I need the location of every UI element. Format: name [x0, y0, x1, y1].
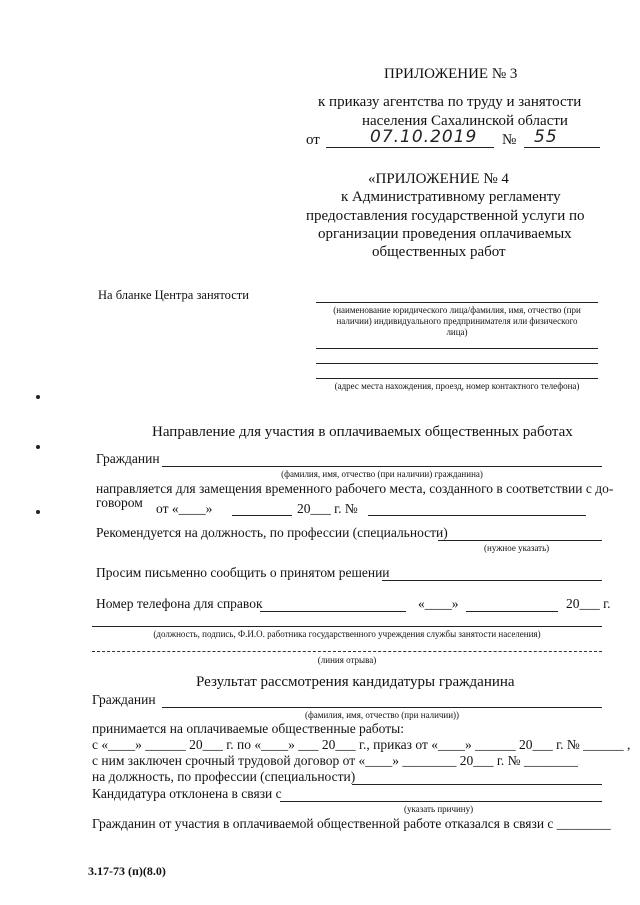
referral-title: Направление для участия в оплачиваемых общественных работах: [152, 424, 573, 440]
letterhead-label: На бланке Центра занятости: [98, 288, 249, 302]
order-from-label: от: [306, 132, 320, 148]
phone-field[interactable]: [260, 611, 406, 612]
order-number-handwritten: 55: [534, 127, 558, 147]
result-citizen-caption: (фамилия, имя, отчество (при наличии)): [304, 710, 460, 720]
signature-caption: (должность, подпись, Ф.И.О. работника государственного учреждения службы занятости населения): [153, 629, 541, 639]
referral-citizen-field[interactable]: [162, 466, 602, 467]
referral-citizen-caption: (фамилия, имя, отчество (при наличии) гражданина): [281, 469, 483, 479]
phone-month-field[interactable]: [466, 611, 558, 612]
position-field[interactable]: [438, 540, 602, 541]
rejected-label: Кандидатура отклонена в связи с: [92, 786, 282, 801]
regulation-line-2: предоставления государственной услуги по: [306, 208, 585, 224]
result-position-label: на должность, по профессии (специальности): [92, 769, 356, 784]
referral-citizen-label: Гражданин: [96, 451, 160, 466]
result-title: Результат рассмотрения кандидатуры гражданина: [196, 674, 515, 690]
order-line-1: к приказу агентства по труду и занятости: [318, 94, 582, 110]
referral-year-label: 20___ г. №: [297, 501, 358, 516]
phone-date-quotes: «____»: [418, 596, 459, 611]
result-position-field[interactable]: [352, 784, 602, 785]
appendix3-title: ПРИЛОЖЕНИЕ № 3: [384, 66, 518, 82]
org-caption-1: (наименование юридического лица/фамилия, имя, отчество (при: [333, 305, 581, 315]
decision-field[interactable]: [382, 580, 602, 581]
order-date-handwritten: 07.10.2019: [370, 127, 478, 147]
rejected-reason-field[interactable]: [280, 801, 602, 802]
referral-from-label: от «____»: [156, 501, 213, 516]
referral-contract-number-field[interactable]: [368, 515, 586, 516]
decision-label: Просим письменно сообщить о принятом решении: [96, 565, 390, 580]
org-caption-2: наличии) индивидуального предпринимателя или физического: [336, 316, 578, 326]
cut-line: [92, 651, 602, 652]
refused-label: Гражданин от участия в оплачиваемой общественной работе отказался в связи с ________: [92, 816, 611, 831]
result-citizen-field[interactable]: [162, 707, 602, 708]
referral-sent-line: направляется для замещения временного рабочего места, созданного в соответствии с до-: [96, 481, 614, 496]
referral-month-field[interactable]: [232, 515, 292, 516]
reason-caption: (указать причину): [404, 804, 474, 814]
order-number-label: №: [502, 132, 517, 148]
position-label: Рекомендуется на должность, по профессии (специальности): [96, 525, 448, 540]
appendix4-title: «ПРИЛОЖЕНИЕ № 4: [368, 171, 509, 187]
regulation-line-3: организации проведения оплачиваемых: [318, 226, 572, 242]
cut-caption: (линия отрыва): [317, 655, 377, 665]
contract-line: с ним заключен срочный трудовой договор от «____» ________ 20___ г. № ________: [92, 753, 578, 768]
signature-field[interactable]: [92, 626, 602, 627]
org-caption-3: лица): [446, 327, 468, 337]
position-caption: (нужное указать): [484, 543, 550, 553]
order-line-2: населения Сахалинской области: [362, 113, 568, 129]
regulation-line-4: общественных работ: [372, 244, 506, 260]
address-caption: (адрес места нахождения, проезд, номер контактного телефона): [334, 381, 580, 391]
form-code: 3.17-73 (п)(8.0): [88, 864, 166, 878]
phone-label: Номер телефона для справок: [96, 596, 263, 611]
result-citizen-label: Гражданин: [92, 692, 156, 707]
referral-contract-label: говором: [96, 495, 143, 510]
regulation-line-1: к Административному регламенту: [341, 189, 561, 205]
accepted-label: принимается на оплачиваемые общественные работы:: [92, 721, 404, 736]
phone-year-label: 20___ г.: [566, 596, 611, 611]
period-line: с «____» ______ 20___ г. по «____» ___ 20___ г., приказ от «____» ______ 20___ г. № ______ ,: [92, 737, 631, 752]
